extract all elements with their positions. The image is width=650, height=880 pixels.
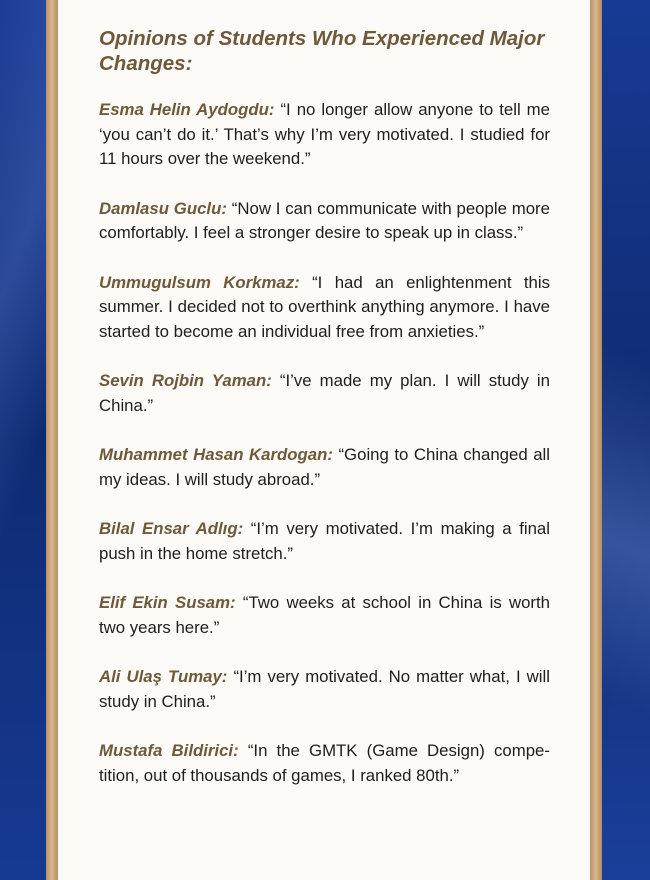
quote-text: “I had an enlightenment this summer. I decided not to overthink anything anymore. I have started to become an individual free from anxieties.” — [99, 272, 550, 341]
student-name: Elif Ekin Susam: — [99, 593, 236, 612]
student-name: Ali Ulaş Tumay: — [99, 667, 228, 686]
quote-text: “Now I can communicate with people more comfortably. I feel a stronger desire to speak up in class.” — [99, 198, 550, 242]
quote-text: “In the GMTK (Game Design) competition, out of thousands of games, I ranked 80th.” — [99, 741, 550, 785]
quote-item — [99, 197, 550, 246]
left-blue-border — [0, 0, 46, 880]
quote-text: “I’ve made my plan. I will study in China.” — [99, 371, 550, 415]
student-name: Mustafa Bildirici: — [99, 741, 239, 760]
quote-text: “Two weeks at school in China is worth two years here.” — [99, 593, 550, 637]
quote-item — [99, 665, 550, 714]
page-title: Opinions of Students Who Experienced Major Changes: — [99, 27, 545, 75]
quote-item — [99, 98, 550, 172]
quote-item — [99, 271, 550, 345]
right-gold-stripe — [590, 0, 602, 880]
quote-text: “Going to China changed all my ideas. I will study abroad.” — [99, 445, 550, 489]
quote-item — [99, 369, 550, 418]
student-name: Damlasu Guclu: — [99, 198, 227, 218]
quote-item — [99, 739, 550, 788]
quote-item — [99, 591, 550, 640]
right-blue-border — [602, 0, 650, 880]
quote-text: “I no longer allow anyone to tell me ‘you can’t do it.’ That’s why I’m very motivated. I studied for 11 hours over the weekend.” — [99, 100, 550, 168]
left-gold-stripe — [46, 0, 58, 880]
student-name: Muhammet Hasan Kardogan: — [99, 445, 333, 464]
quote-text: “I’m very motivated. No matter what, I will study in China.” — [99, 667, 550, 711]
content-panel — [58, 0, 590, 880]
student-name: Ummugulsum Korkmaz: — [99, 272, 300, 292]
student-name: Bilal Ensar Adlıg: — [99, 519, 244, 538]
student-name: Sevin Rojbin Yaman: — [99, 371, 272, 390]
student-name: Esma Helin Aydogdu: — [99, 100, 275, 119]
quote-item — [99, 443, 550, 492]
quote-item — [99, 517, 550, 566]
quote-text: “I’m very motivated. I’m making a final push in the home stretch.” — [99, 519, 550, 563]
